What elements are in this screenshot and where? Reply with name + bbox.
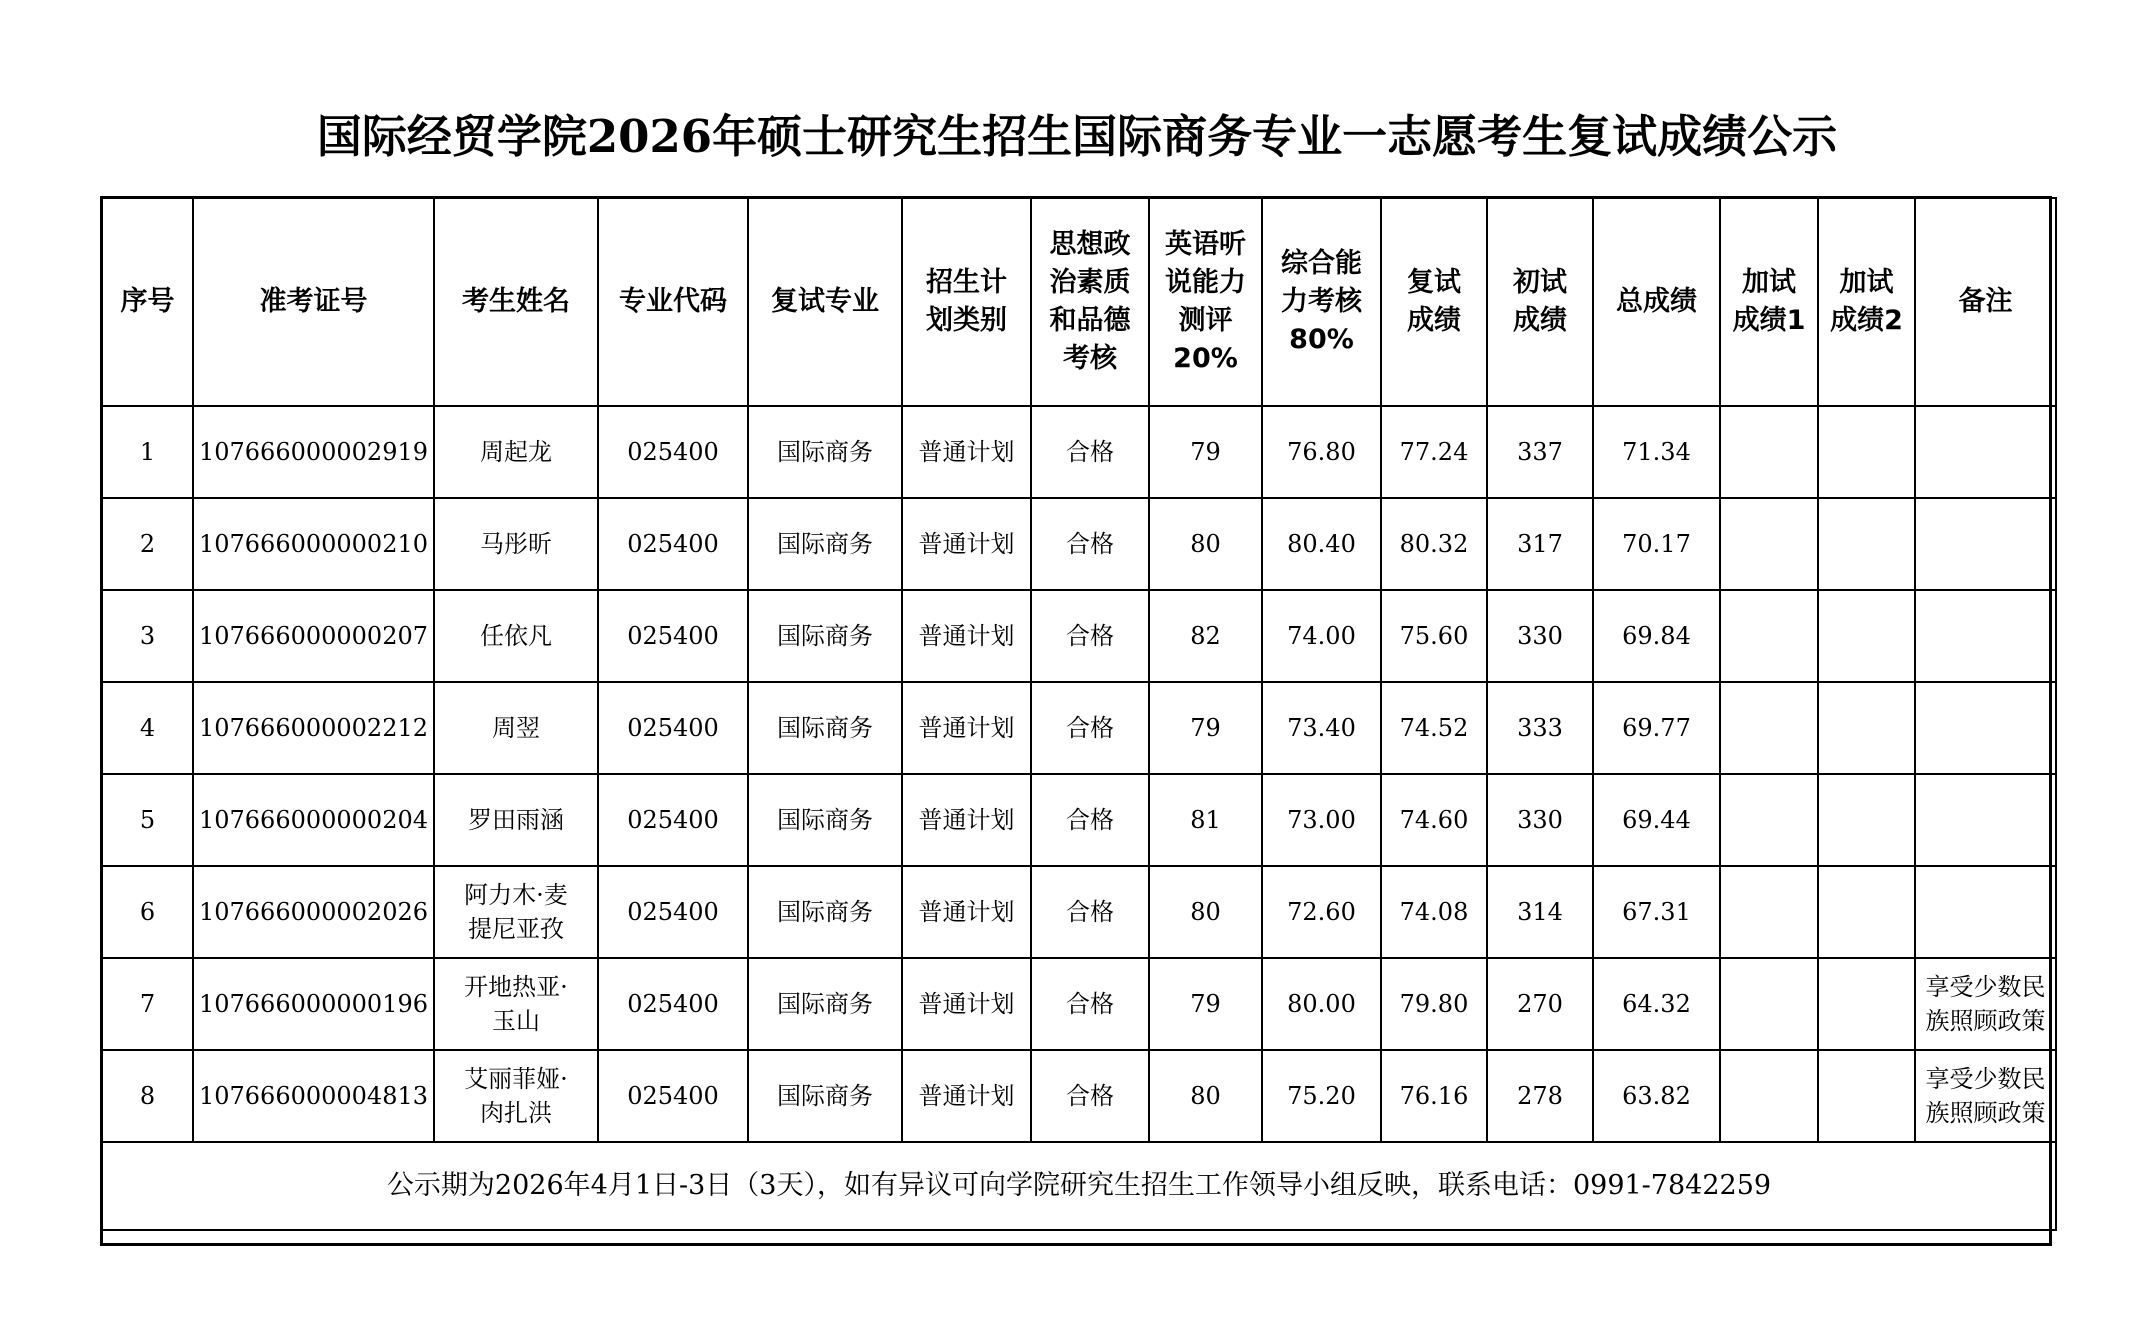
cell-seq: 1 [102, 406, 193, 498]
cell-note [1915, 682, 2056, 774]
cell-major: 国际商务 [748, 1050, 902, 1142]
cell-retest: 76.16 [1381, 1050, 1487, 1142]
cell-extra2 [1818, 958, 1915, 1050]
cell-plan-type: 普通计划 [902, 590, 1031, 682]
header-major-code: 专业代码 [598, 198, 748, 406]
table-row [102, 866, 2056, 958]
cell-political: 合格 [1031, 774, 1149, 866]
cell-name-line: 玉山 [492, 1007, 540, 1035]
cell-name-line: 阿力木·麦 [464, 881, 568, 909]
header-major: 复试专业 [748, 198, 902, 406]
cell-extra1 [1720, 682, 1818, 774]
header-plan-type: 招生计 划类别 [902, 198, 1031, 406]
cell-total: 69.44 [1593, 774, 1720, 866]
cell-plan-type: 普通计划 [902, 774, 1031, 866]
cell-exam-id: 107666000004813 [193, 1050, 434, 1142]
cell-total: 70.17 [1593, 498, 1720, 590]
cell-english: 82 [1149, 590, 1262, 682]
header-exam-id: 准考证号 [193, 198, 434, 406]
cell-total: 69.77 [1593, 682, 1720, 774]
cell-ability: 73.00 [1262, 774, 1381, 866]
cell-retest: 74.52 [1381, 682, 1487, 774]
cell-initial: 314 [1487, 866, 1593, 958]
cell-name [434, 406, 598, 498]
results-table [101, 197, 2057, 1231]
table-row [102, 1050, 2056, 1142]
cell-retest: 80.32 [1381, 498, 1487, 590]
cell-seq: 5 [102, 774, 193, 866]
cell-seq: 8 [102, 1050, 193, 1142]
cell-name-line: 马彤昕 [480, 530, 552, 558]
table-row [102, 774, 2056, 866]
cell-note-line: 享受少数民 [1925, 1065, 2046, 1093]
header-initial: 初试 成绩 [1487, 198, 1593, 406]
cell-seq: 4 [102, 682, 193, 774]
cell-major: 国际商务 [748, 958, 902, 1050]
cell-extra2 [1818, 1050, 1915, 1142]
header-note: 备注 [1915, 198, 2056, 406]
cell-extra2 [1818, 406, 1915, 498]
cell-retest: 74.08 [1381, 866, 1487, 958]
cell-ability: 72.60 [1262, 866, 1381, 958]
cell-major-code: 025400 [598, 866, 748, 958]
cell-name-line: 罗田雨涵 [468, 806, 564, 834]
cell-extra1 [1720, 498, 1818, 590]
cell-political: 合格 [1031, 590, 1149, 682]
table-row [102, 682, 2056, 774]
header-seq: 序号 [102, 198, 193, 406]
cell-seq: 7 [102, 958, 193, 1050]
cell-english: 80 [1149, 866, 1262, 958]
cell-major-code: 025400 [598, 774, 748, 866]
page-title: 国际经贸学院2026年硕士研究生招生国际商务专业一志愿考生复试成绩公示 [316, 110, 1838, 163]
cell-ability: 80.00 [1262, 958, 1381, 1050]
cell-major: 国际商务 [748, 406, 902, 498]
table-header-row [102, 198, 2056, 406]
cell-political: 合格 [1031, 406, 1149, 498]
cell-seq: 6 [102, 866, 193, 958]
cell-plan-type: 普通计划 [902, 682, 1031, 774]
cell-major-code: 025400 [598, 498, 748, 590]
cell-initial: 270 [1487, 958, 1593, 1050]
cell-note [1915, 774, 2056, 866]
cell-extra2 [1818, 590, 1915, 682]
cell-retest: 74.60 [1381, 774, 1487, 866]
cell-ability: 75.20 [1262, 1050, 1381, 1142]
cell-extra1 [1720, 590, 1818, 682]
cell-initial: 337 [1487, 406, 1593, 498]
cell-extra1 [1720, 866, 1818, 958]
cell-political: 合格 [1031, 1050, 1149, 1142]
cell-retest: 77.24 [1381, 406, 1487, 498]
cell-extra2 [1818, 498, 1915, 590]
cell-exam-id: 107666000002919 [193, 406, 434, 498]
cell-exam-id: 107666000000210 [193, 498, 434, 590]
cell-plan-type: 普通计划 [902, 1050, 1031, 1142]
cell-major-code: 025400 [598, 682, 748, 774]
cell-total: 63.82 [1593, 1050, 1720, 1142]
cell-ability: 73.40 [1262, 682, 1381, 774]
table-row [102, 958, 2056, 1050]
cell-plan-type: 普通计划 [902, 406, 1031, 498]
cell-note [1915, 866, 2056, 958]
cell-english: 79 [1149, 958, 1262, 1050]
table-row [102, 498, 2056, 590]
cell-major: 国际商务 [748, 682, 902, 774]
cell-note [1915, 498, 2056, 590]
cell-extra2 [1818, 866, 1915, 958]
footer-row [102, 1142, 2056, 1230]
footer-notice: 公示期为2026年4月1日-3日（3天），如有异议可向学院研究生招生工作领导小组反映，联系电话：0991-7842259 [102, 1142, 2056, 1230]
cell-english: 80 [1149, 498, 1262, 590]
cell-name-line: 周翌 [492, 714, 540, 742]
cell-name [434, 590, 598, 682]
cell-major-code: 025400 [598, 958, 748, 1050]
cell-major-code: 025400 [598, 1050, 748, 1142]
cell-name [434, 774, 598, 866]
cell-note [1915, 958, 2056, 1050]
cell-total: 71.34 [1593, 406, 1720, 498]
cell-retest: 75.60 [1381, 590, 1487, 682]
cell-initial: 330 [1487, 774, 1593, 866]
cell-extra1 [1720, 958, 1818, 1050]
cell-seq: 2 [102, 498, 193, 590]
cell-exam-id: 107666000002212 [193, 682, 434, 774]
cell-initial: 333 [1487, 682, 1593, 774]
cell-name-line: 任依凡 [480, 622, 552, 650]
cell-ability: 80.40 [1262, 498, 1381, 590]
cell-ability: 74.00 [1262, 590, 1381, 682]
header-extra2: 加试 成绩2 [1818, 198, 1915, 406]
cell-english: 79 [1149, 682, 1262, 774]
cell-extra2 [1818, 682, 1915, 774]
header-total: 总成绩 [1593, 198, 1720, 406]
cell-name [434, 866, 598, 958]
cell-political: 合格 [1031, 958, 1149, 1050]
cell-plan-type: 普通计划 [902, 498, 1031, 590]
cell-note-line: 族照顾政策 [1925, 1007, 2046, 1035]
cell-exam-id: 107666000000207 [193, 590, 434, 682]
cell-note-line: 族照顾政策 [1925, 1099, 2046, 1127]
cell-political: 合格 [1031, 498, 1149, 590]
cell-note [1915, 1050, 2056, 1142]
cell-plan-type: 普通计划 [902, 958, 1031, 1050]
cell-name-line: 开地热亚· [464, 973, 568, 1001]
cell-seq: 3 [102, 590, 193, 682]
header-ability: 综合能 力考核 80% [1262, 198, 1381, 406]
cell-note [1915, 590, 2056, 682]
cell-english: 80 [1149, 1050, 1262, 1142]
cell-name [434, 498, 598, 590]
cell-major: 国际商务 [748, 590, 902, 682]
cell-political: 合格 [1031, 866, 1149, 958]
cell-major-code: 025400 [598, 590, 748, 682]
cell-name-line: 艾丽菲娅· [464, 1065, 568, 1093]
cell-ability: 76.80 [1262, 406, 1381, 498]
cell-extra2 [1818, 774, 1915, 866]
header-english: 英语听 说能力 测评 20% [1149, 198, 1262, 406]
cell-major: 国际商务 [748, 774, 902, 866]
table-body [102, 406, 2056, 1142]
cell-note [1915, 406, 2056, 498]
header-extra1: 加试 成绩1 [1720, 198, 1818, 406]
header-political: 思想政 治素质 和品德 考核 [1031, 198, 1149, 406]
cell-initial: 278 [1487, 1050, 1593, 1142]
cell-initial: 330 [1487, 590, 1593, 682]
cell-name-line: 提尼亚孜 [468, 915, 564, 943]
cell-plan-type: 普通计划 [902, 866, 1031, 958]
cell-name [434, 1050, 598, 1142]
cell-english: 79 [1149, 406, 1262, 498]
cell-political: 合格 [1031, 682, 1149, 774]
cell-total: 64.32 [1593, 958, 1720, 1050]
table-row [102, 590, 2056, 682]
cell-extra1 [1720, 406, 1818, 498]
cell-exam-id: 107666000002026 [193, 866, 434, 958]
cell-total: 69.84 [1593, 590, 1720, 682]
cell-major-code: 025400 [598, 406, 748, 498]
cell-name [434, 958, 598, 1050]
cell-name [434, 682, 598, 774]
cell-total: 67.31 [1593, 866, 1720, 958]
cell-retest: 79.80 [1381, 958, 1487, 1050]
cell-extra1 [1720, 1050, 1818, 1142]
header-retest: 复试 成绩 [1381, 198, 1487, 406]
cell-initial: 317 [1487, 498, 1593, 590]
cell-note-line: 享受少数民 [1925, 973, 2046, 1001]
cell-exam-id: 107666000000196 [193, 958, 434, 1050]
cell-major: 国际商务 [748, 498, 902, 590]
table-row [102, 406, 2056, 498]
cell-english: 81 [1149, 774, 1262, 866]
cell-exam-id: 107666000000204 [193, 774, 434, 866]
cell-major: 国际商务 [748, 866, 902, 958]
cell-name-line: 周起龙 [480, 438, 552, 466]
header-name: 考生姓名 [434, 198, 598, 406]
cell-extra1 [1720, 774, 1818, 866]
cell-name-line: 肉扎洪 [480, 1099, 552, 1127]
